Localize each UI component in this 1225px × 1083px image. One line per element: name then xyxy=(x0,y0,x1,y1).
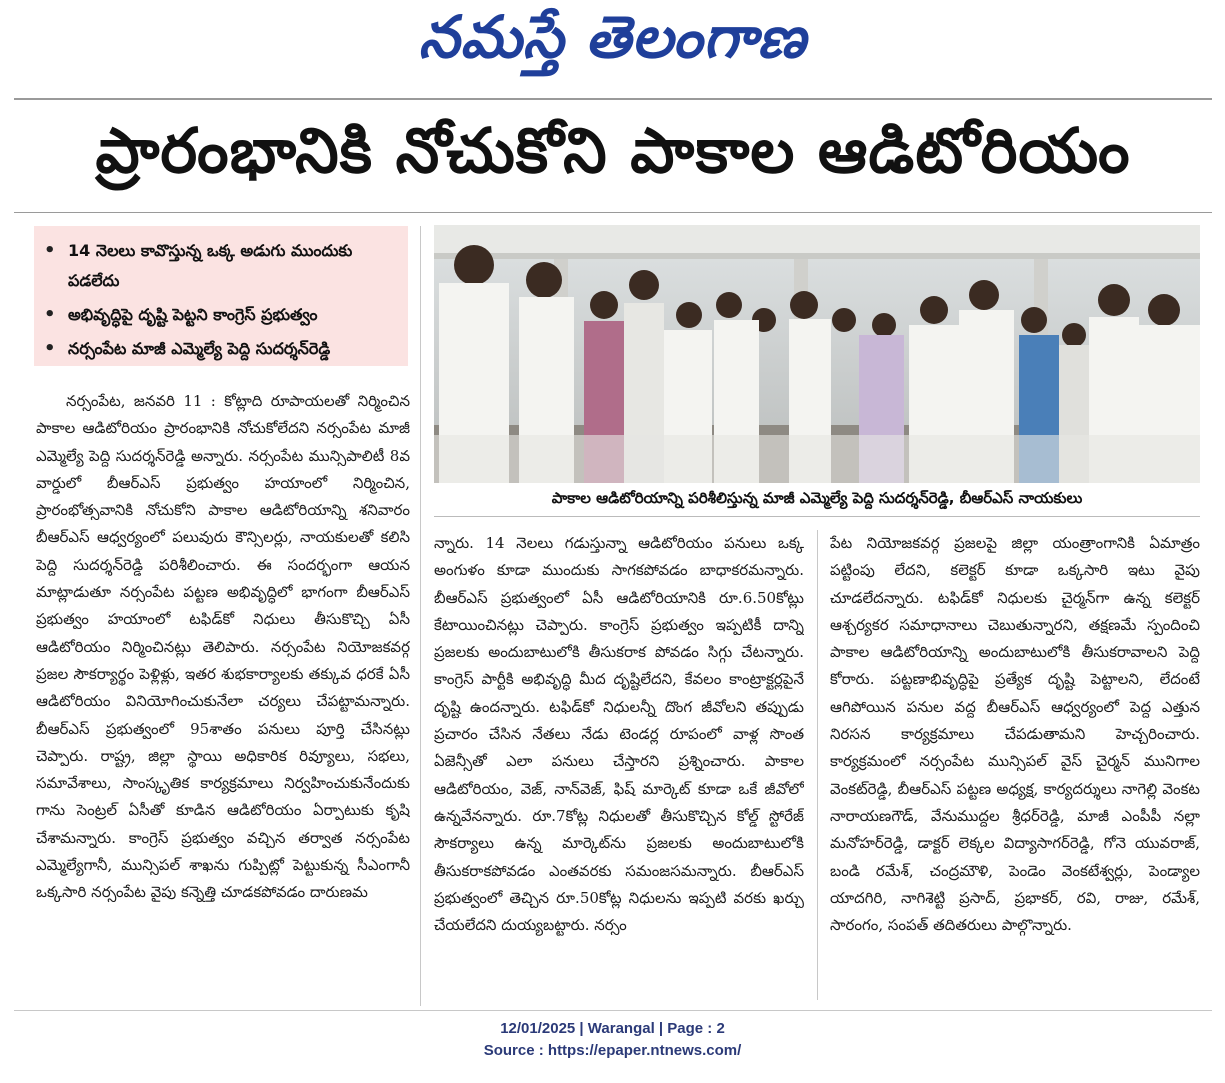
masthead xyxy=(0,2,1225,82)
highlights-box xyxy=(34,226,408,366)
highlight-item xyxy=(44,236,398,296)
bullet-icon: • xyxy=(44,304,56,325)
bullet-icon: • xyxy=(44,338,56,359)
masthead-logo: నమస్తే తెలంగాణ xyxy=(418,2,807,71)
highlight-text: 14 నెలలు కావొస్తున్న ఒక్క అడుగు ముందుకు పడలేదు xyxy=(68,241,353,290)
top-divider xyxy=(14,98,1212,100)
bullet-icon: • xyxy=(44,240,56,261)
highlight-text: నర్సంపేట మాజీ ఎమ్మెల్యే పెద్ది సుదర్శన్‌రెడ్డి xyxy=(68,339,331,358)
footer-source: Source : https://epaper.ntnews.com/ xyxy=(483,1042,742,1059)
group-photo-image xyxy=(434,225,1200,483)
column-divider xyxy=(420,226,421,1006)
article-column-3: పేట నియోజకవర్గ ప్రజలపై జిల్లా యంత్రాంగానికి ఏమాత్రం పట్టింపు లేదని, కలెక్టర్ కూడా ఒక్కసారి ఇటు వైపు చూడలేదన్నారు. టఫిడ్‌కో నిధులకు చైర్మన్‌గా ఉన్న కలెక్టర్ ఆశ్చర్యకర సమాధానాలు చెబుతున్నారని, తక్షణమే స్పందించి పాకాల ఆడిటోరియాన్ని అందుబాటులోకి తీసుకరావాలని పెద్ది కోరారు. పట్టణాభివృద్ధిపై ప్రత్యేక దృష్టి పెట్టాలని, లేదంటే ఆగిపోయిన పనుల వద్ద బీఆర్‌ఎస్ ఆధ్వర్యంలో పెద్ద ఎత్తున నిరసన కార్యక్రమాలు చేపడుతామని హెచ్చరించారు. కార్యక్రమంలో నర్సంపేట మున్సిపల్ వైస్ చైర్మన్ మునిగాల వెంకట్‌రెడ్డి, బీఆర్‌ఎస్ పట్టణ అధ్యక్ష, కార్యదర్శులు నాగెల్లి వెంకట నారాయణగౌడ్, వేనుముద్దల శ్రీధర్‌రెడ్డి, మాజీ ఎంపీపీ నల్లా మనోహర్‌రెడ్డి, డాక్టర్ లెక్కల విద్యాసాగర్‌రెడ్డి, గోనె యువరాజ్, బండి రమేశ్, చంద్రమౌళి, పెండెం వెంకటేశ్వర్లు, పెండ్యాల యాదగిరి, నాగిశెట్టి ప్రసాద్, ప్రభాకర్, రవి, రాజు, రమేశ్, సారంగం, సంపత్ తదితరులు పాల్గొన్నారు. xyxy=(830,534,1200,935)
article-column-1: నర్సంపేట, జనవరి 11 : కోట్లాది రూపాయలతో నిర్మించిన పాకాల ఆడిటోరియం ప్రారంభానికి నోచుకోలేదని నర్సంపేట మాజీ ఎమ్మెల్యే పెద్ది సుదర్శన్‌రెడ్డి అన్నారు. నర్సంపేట మున్సిపాలిటీ 8వ వార్డులో బీఆర్‌ఎస్ ప్రభుత్వం హయాంలో నిర్మించిన, ప్రారంభోత్సవానికి నోచుకోని పాకాల ఆడిటోరియాన్ని శనివారం బీఆర్‌ఎస్ ఆధ్వర్యంలో పలువురు కౌన్సిలర్లు, నాయకులతో కలిసి పెద్ది సుదర్శన్‌రెడ్డి పరిశీలించారు. ఈ సందర్భంగా ఆయన మాట్లాడుతూ నర్సంపేట పట్టణ అభివృద్ధిలో భాగంగా బీఆర్‌ఎస్ ప్రభుత్వం హయాంలో టఫిడ్‌కో నిధులు తీసుకొచ్చి ఏసీ ఆడిటోరియం నిర్మించినట్లు తెలిపారు. నర్సంపేట నియోజకవర్గ ప్రజల సౌకర్యార్థం పెళ్లిళ్లు, ఇతర శుభకార్యాలకు తక్కువ ధరకే ఏసీ ఆడిటోరియం వినియోగించుకునేలా చర్యలు చేపట్టామన్నారు. బీఆర్‌ఎస్ ప్రభుత్వంలో 95శాతం పనులు పూర్తి చేసినట్లు చెప్పారు. రాష్ట్ర, జిల్లా స్థాయి అధికారిక రివ్యూలు, సభలు, సమావేశాలు, సాంస్కృతిక కార్యక్రమాలు నిర్వహించుకునేందుకు గాను సెంట్రల్ ఏసీతో కూడిన ఆడిటోరియం ఏర్పాటుకు కృషి చేశామన్నారు. కాంగ్రెస్ ప్రభుత్వం వచ్చిన తర్వాత నర్సంపేట ఎమ్మెల్యేగానీ, మున్సిపల్ శాఖను గుప్పిట్లో పెట్టుకున్న సీఎంగానీ ఒక్కసారి నర్సంపేట వైపు కన్నెత్తి చూడకపోవడం దారుణమ xyxy=(36,392,410,902)
bottom-divider xyxy=(14,1010,1212,1011)
highlight-item xyxy=(44,300,398,330)
headline-divider xyxy=(14,212,1212,213)
footer-date-edition: 12/01/2025 | Warangal | Page : 2 xyxy=(500,1020,725,1037)
article-column-2: న్నారు. 14 నెలలు గడుస్తున్నా ఆడిటోరియం పనులు ఒక్క అంగుళం కూడా ముందుకు సాగకపోవడం బాధాకరమన్నారు. బీఆర్‌ఎస్ ప్రభుత్వంలో ఏసీ ఆడిటోరియానికి రూ.6.50కోట్లు కేటాయించినట్లు చెప్పారు. కాంగ్రెస్ ప్రభుత్వం ఇప్పటికీ దాన్ని ప్రజలకు అందుబాటులోకి తీసుకరాక పోవడం సిగ్గు చేటన్నారు. కాంగ్రెస్ పార్టీకి అభివృద్ధి మీద దృష్టిలేదని, కేవలం కాంట్రాక్టర్లపైనే దృష్టి ఉందన్నారు. టఫిడ్‌కో నిధులన్నీ దొంగ జీవోలని తప్పుడు ప్రచారం చేసిన నేతలు నేడు టెండర్ల రూపంలో వాళ్ల సొంత ఏజెన్సీతో ఎలా పనులు చేస్తారని ప్రశ్నించారు. పాకాల ఆడిటోరియం, వెజ్, నాన్‌వెజ్, ఫిష్ మార్కెట్ కూడా ఒకే జీవోలో ఉన్నవేనన్నారు. రూ.7కోట్ల నిధులతో తీసుకొచ్చిన కోల్డ్ స్టోరేజ్ సౌకర్యాలు ఉన్న మార్కెట్‌ను ప్రజలకు అందుబాటులోకి తీసుకరాకపోవడం ఎంతవరకు సమంజసమన్నారు. బీఆర్‌ఎస్ ప్రభుత్వంలో తెచ్చిన రూ.50కోట్ల నిధులను ఇప్పటి వరకు ఖర్చు చేయలేదని దుయ్యబట్టారు. నర్సం xyxy=(434,534,804,935)
highlight-item xyxy=(44,334,398,364)
highlight-text: అభివృద్ధిపై దృష్టి పెట్టని కాంగ్రెస్ ప్రభుత్వం xyxy=(68,305,318,324)
news-photo xyxy=(434,225,1200,483)
headline: ప్రారంభానికి నోచుకోని పాకాల ఆడిటోరియం xyxy=(95,114,1131,187)
column-divider xyxy=(817,530,818,1000)
footer xyxy=(0,1018,1225,1062)
photo-caption: పాకాల ఆడిటోరియాన్ని పరిశీలిస్తున్న మాజీ ఎమ్మెల్యే పెద్ది సుదర్శన్‌రెడ్డి, బీఆర్‌ఎస్ నాయకులు xyxy=(434,484,1200,517)
